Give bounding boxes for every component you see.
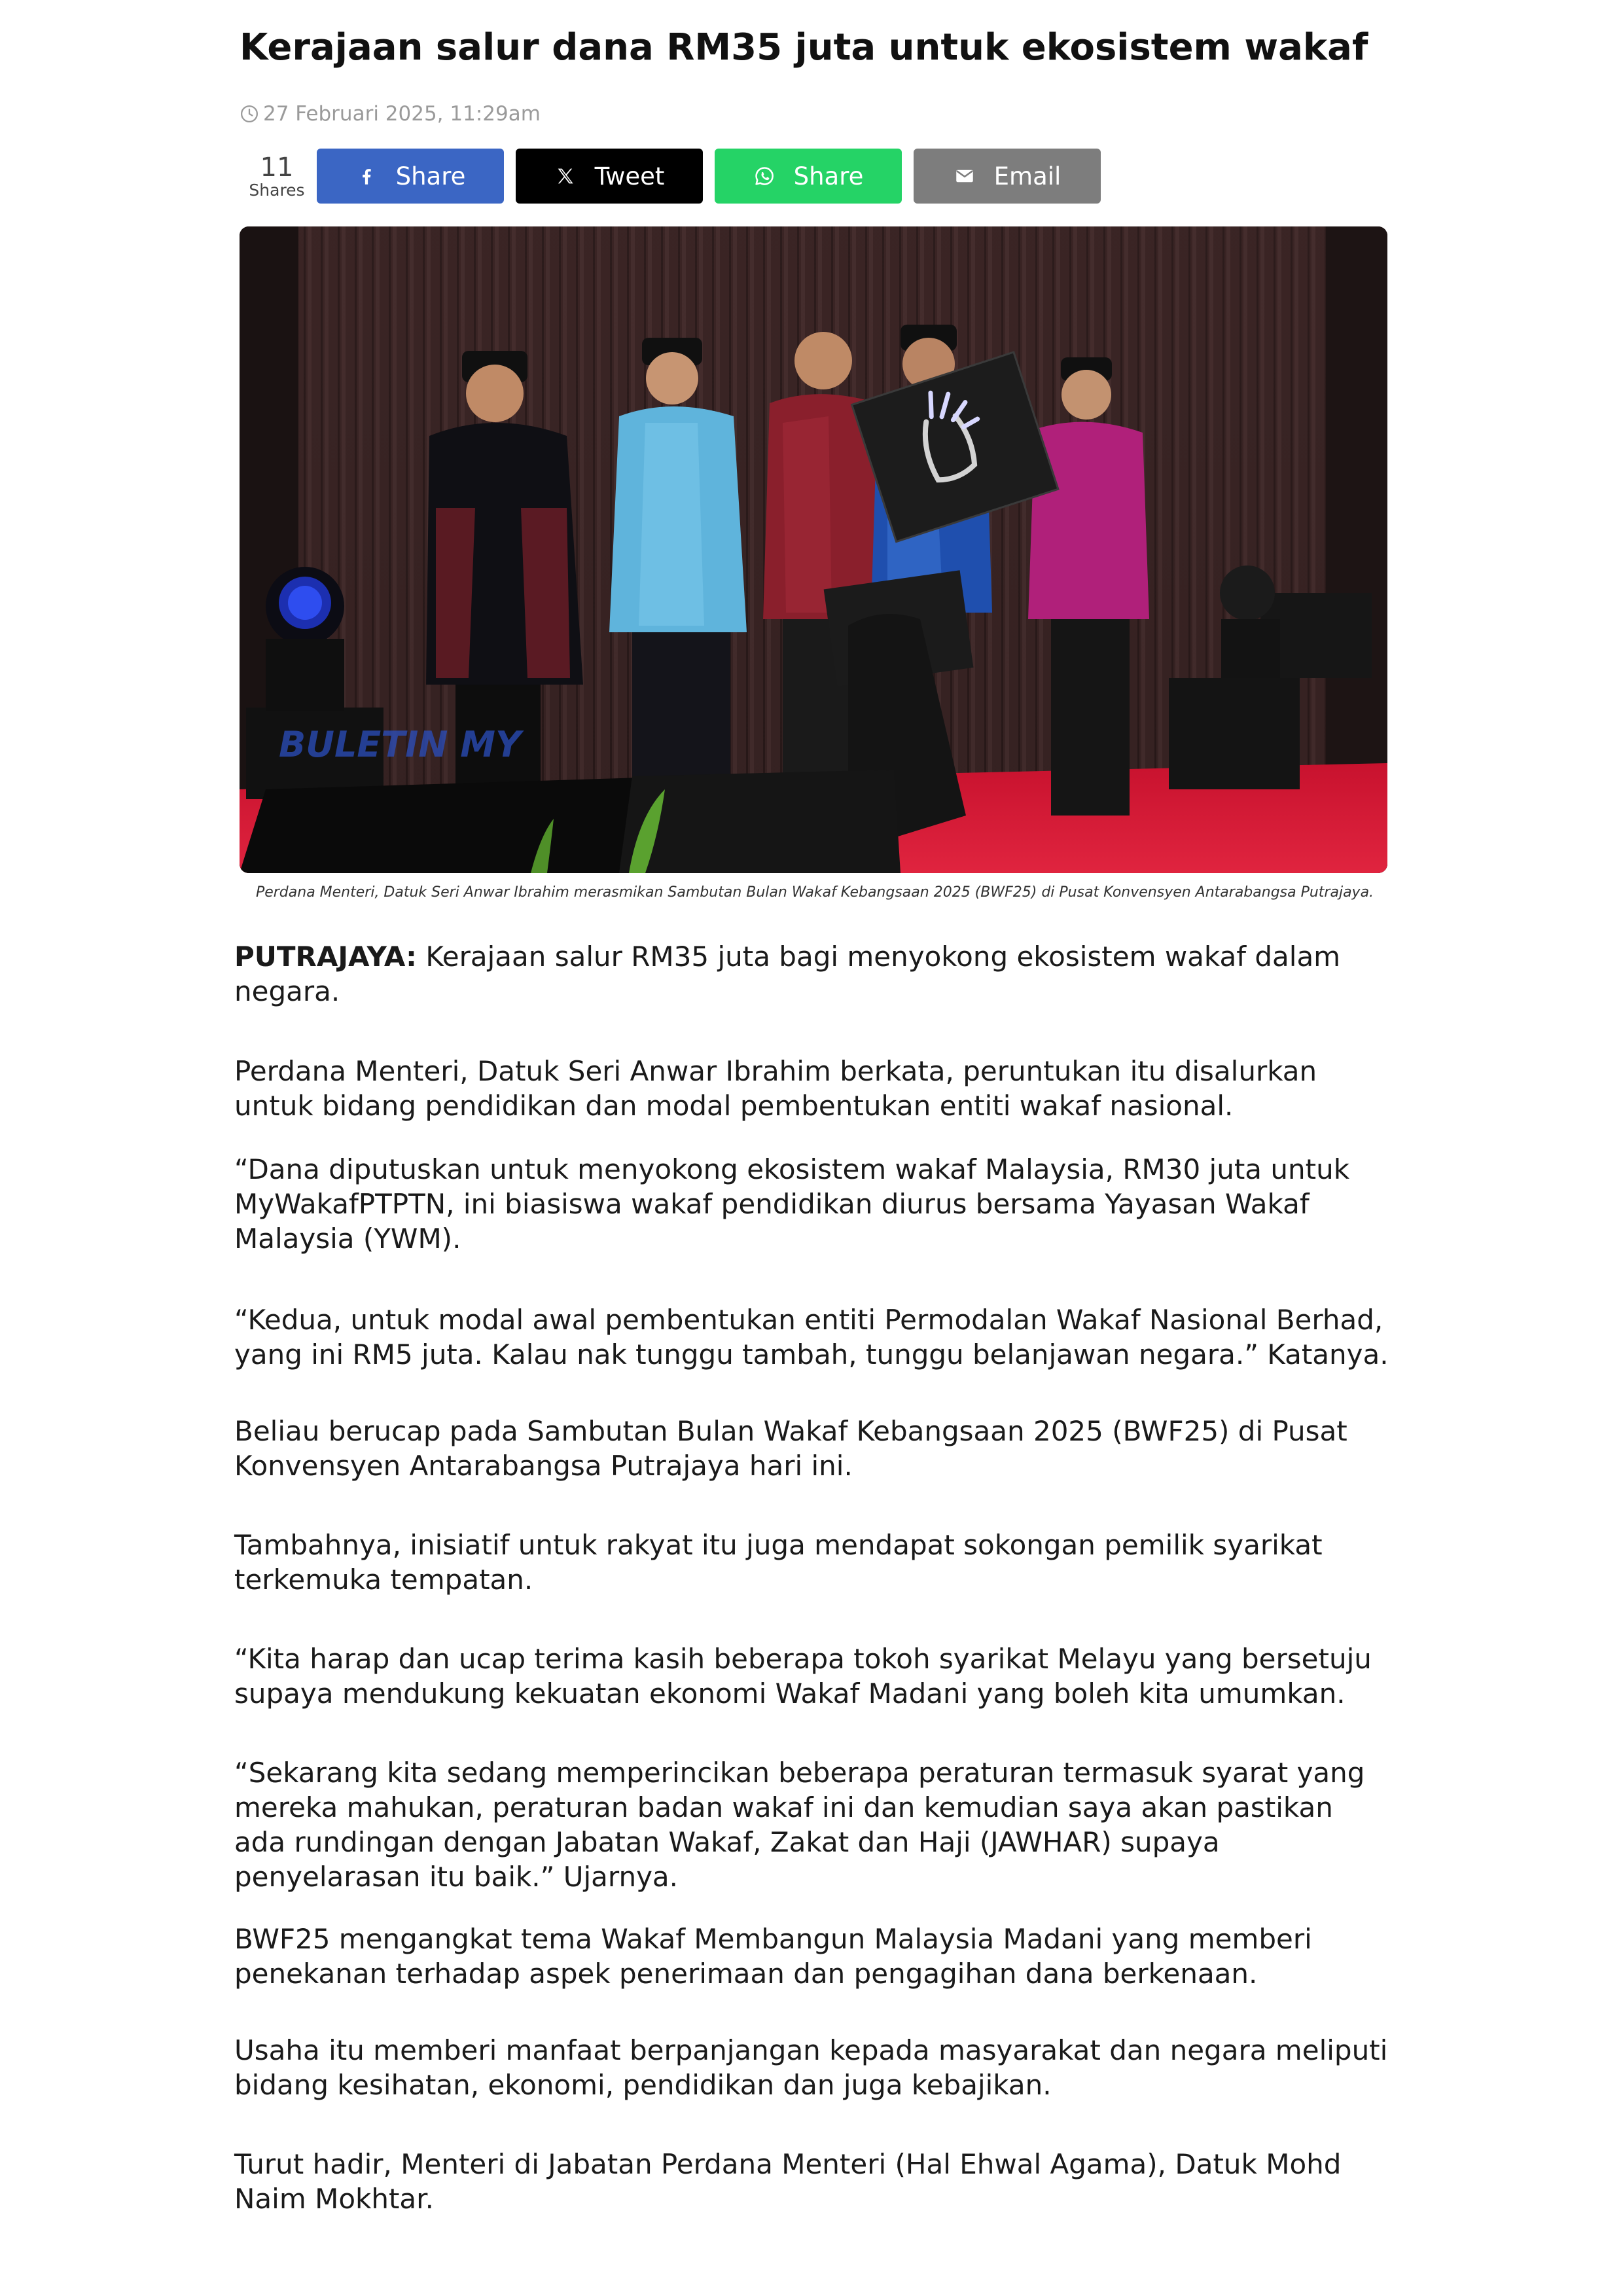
article-paragraph: “Kita harap dan ucap terima kasih beberapa tokoh syarikat Melayu yang bersetuju supaya mendukung kekuatan ekonomi Wakaf Madani yang boleh kita umumkan.: [234, 1643, 1372, 1710]
share-count: [247, 154, 306, 198]
share-count-number: 11: [260, 152, 294, 183]
lead-text: Kerajaan salur RM35 juta bagi menyokong ekosistem wakaf dalam negara.: [234, 941, 1341, 1007]
tweet-button[interactable]: [516, 149, 703, 204]
share-bar: [247, 148, 1113, 204]
article-paragraph: “Kedua, untuk modal awal pembentukan entiti Permodalan Wakaf Nasional Berhad, yang ini RM5 juta. Kalau nak tunggu tambah, tunggu belanjawan negara.” Katanya.: [234, 1304, 1389, 1371]
whatsapp-icon: [753, 165, 776, 187]
article-paragraph: Turut hadir, Menteri di Jabatan Perdana Menteri (Hal Ehwal Agama), Datuk Mohd Naim Mokhtar.: [234, 2148, 1342, 2215]
article-headline: Kerajaan salur dana RM35 juta untuk ekosistem wakaf: [240, 26, 1368, 69]
whatsapp-share-label: Share: [793, 162, 864, 190]
lead-paragraph: [234, 939, 1393, 1009]
article-paragraph: Usaha itu memberi manfaat berpanjangan kepada masyarakat dan negara meliputi bidang kesihatan, ekonomi, pendidikan dan juga kebajikan.: [234, 2034, 1388, 2101]
article-paragraph: Beliau berucap pada Sambutan Bulan Wakaf Kebangsaan 2025 (BWF25) di Pusat Konvensyen Antarabangsa Putrajaya hari ini.: [234, 1415, 1347, 1482]
x-icon: [554, 165, 577, 187]
article-paragraph: Tambahnya, inisiatif untuk rakyat itu juga mendapat sokongan pemilik syarikat terkemuka tempatan.: [234, 1529, 1323, 1596]
email-share-label: Email: [993, 162, 1061, 190]
clock-icon: [240, 104, 259, 124]
article-paragraph: BWF25 mengangkat tema Wakaf Membangun Malaysia Madani yang memberi penekanan terhadap aspek penerimaan dan pengagihan dana berkenaan.: [234, 1923, 1312, 1990]
whatsapp-share-button[interactable]: [715, 149, 902, 204]
article-photo: [240, 226, 1387, 873]
article-paragraph: “Sekarang kita sedang memperincikan beberapa peraturan termasuk syarat yang mereka mahukan, peraturan badan wakaf ini dan kemudian saya akan pastikan ada rundingan dengan Jabatan Wakaf, Zakat dan Haji (JAWHAR) supaya penyelarasan itu baik.” Ujarnya.: [234, 1757, 1365, 1893]
email-share-button[interactable]: [914, 149, 1101, 204]
article-date: [240, 99, 541, 128]
facebook-share-label: Share: [395, 162, 466, 190]
facebook-share-button[interactable]: [317, 149, 504, 204]
email-icon: [954, 165, 976, 187]
share-count-label: Shares: [249, 180, 305, 200]
facebook-icon: [355, 165, 378, 187]
photo-watermark: BULETIN MY: [279, 724, 522, 765]
tweet-label: Tweet: [594, 162, 665, 190]
article-paragraph: Perdana Menteri, Datuk Seri Anwar Ibrahim berkata, peruntukan itu disalurkan untuk bidang pendidikan dan modal pembentukan entiti wakaf nasional.: [234, 1055, 1317, 1122]
date-text: 27 Februari 2025, 11:29am: [263, 102, 541, 126]
lead-dateline-place: PUTRAJAYA:: [234, 941, 417, 973]
photo-caption: Perdana Menteri, Datuk Seri Anwar Ibrahim merasmikan Sambutan Bulan Wakaf Kebangsaan 2025 (BWF25) di Pusat Konvensyen Antarabangsa Putrajaya.: [255, 884, 1374, 901]
article-paragraph: “Dana diputuskan untuk menyokong ekosistem wakaf Malaysia, RM30 juta untuk MyWakafPTPTN, ini biasiswa wakaf pendidikan diurus bersama Yayasan Wakaf Malaysia (YWM).: [234, 1153, 1350, 1255]
